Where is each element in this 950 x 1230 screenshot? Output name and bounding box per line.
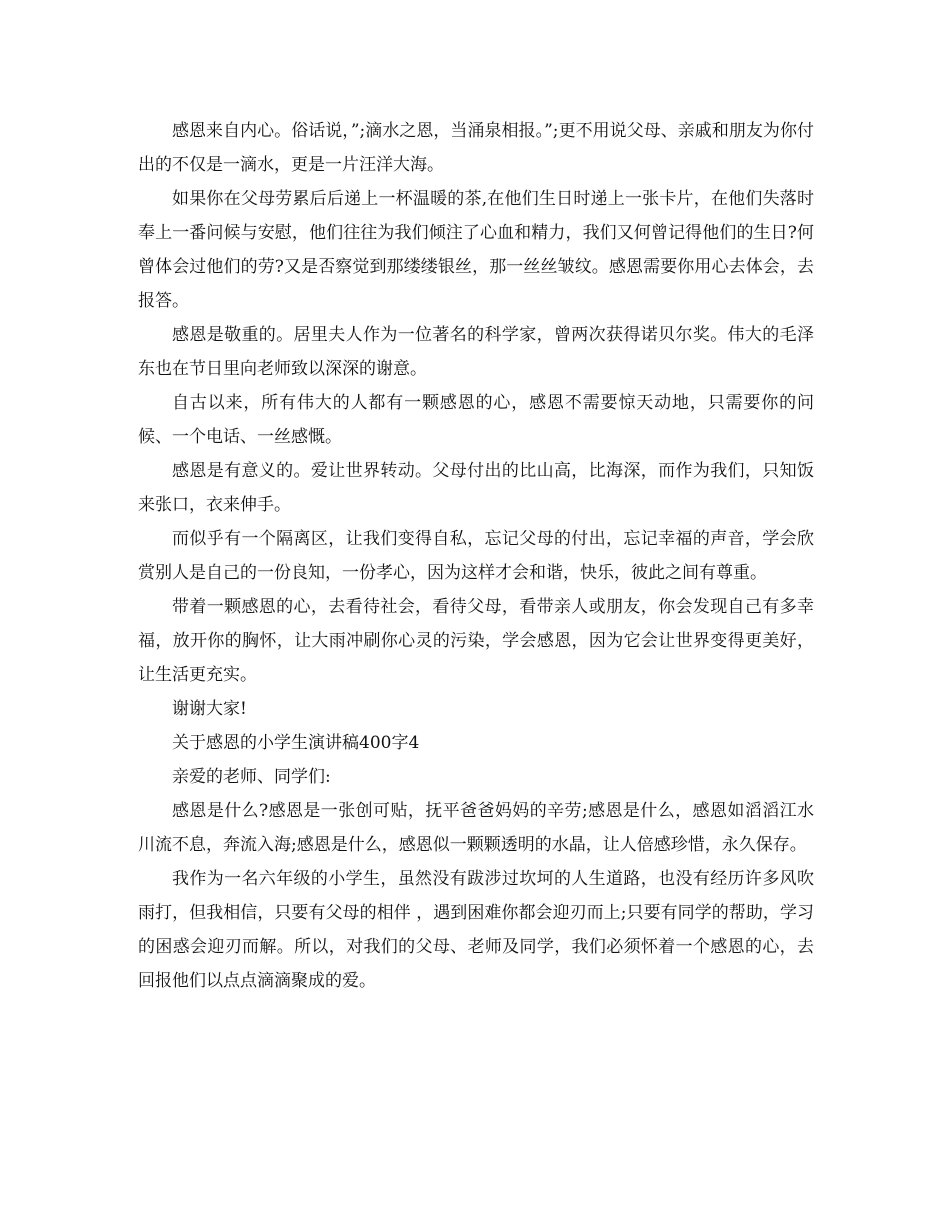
salutation: 亲爱的老师、同学们: — [172, 767, 331, 787]
paragraph: 带着一颗感恩的心，去看待社会，看待父母，看带亲人或朋友，你会发现自己有多幸福，放开你的胸怀，让大雨冲刷你心灵的污染，学会感恩，因为它会让世界变得更美好，让生活更充实。 — [138, 597, 814, 685]
paragraph: 感恩是有意义的。爱让世界转动。父母付出的比山高，比海深，而作为我们，只知饭来张口，衣来伸手。 — [138, 461, 814, 515]
paragraph: 感恩来自内心。俗话说，”;滴水之恩，当涌泉相报。”;更不用说父母、亲戚和朋友为你付出的不仅是一滴水，更是一片汪洋大海。 — [138, 121, 814, 175]
paragraph: 感恩是什么?感恩是一张创可贴，抚平爸爸妈妈的辛劳;感恩是什么，感恩如滔滔江水川流不息，奔流入海;感恩是什么，感恩似一颗颗透明的水晶，让人倍感珍惜，永久保存。 — [138, 801, 814, 855]
document-body — [138, 114, 814, 998]
paragraph: 我作为一名六年级的小学生，虽然没有跋涉过坎坷的人生道路，也没有经历许多风吹雨打，但我相信，只要有父母的相伴 ，遇到困难你都会迎刃而上;只要有同学的帮助，学习的困惑会迎刃而解。所以，对我们的父母、老师及同学，我们必须怀着一个感恩的心，去回报他们以点点滴滴聚成的爱。 — [138, 869, 814, 991]
paragraph: 如果你在父母劳累后后递上一杯温暖的茶,在他们生日时递上一张卡片，在他们失落时奉上一番问候与安慰，他们往往为我们倾注了心血和精力，我们又何曾记得他们的生日?何曾体会过他们的劳?又是否察觉到那缕缕银丝，那一丝丝皱纹。感恩需要你用心去体会，去报答。 — [138, 189, 814, 311]
paragraph: 自古以来，所有伟大的人都有一颗感恩的心，感恩不需要惊天动地，只需要你的问候、一个电话、一丝感慨。 — [138, 393, 814, 447]
paragraph: 而似乎有一个隔离区，让我们变得自私，忘记父母的付出，忘记幸福的声音，学会欣赏别人是自己的一份良知，一份孝心，因为这样才会和谐，快乐，彼此之间有尊重。 — [138, 529, 814, 583]
paragraph: 感恩是敬重的。居里夫人作为一位著名的科学家，曾两次获得诺贝尔奖。伟大的毛泽东也在节日里向老师致以深深的谢意。 — [138, 325, 814, 379]
closing-line: 谢谢大家! — [172, 699, 247, 719]
section-heading: 关于感恩的小学生演讲稿400字4 — [172, 733, 420, 753]
